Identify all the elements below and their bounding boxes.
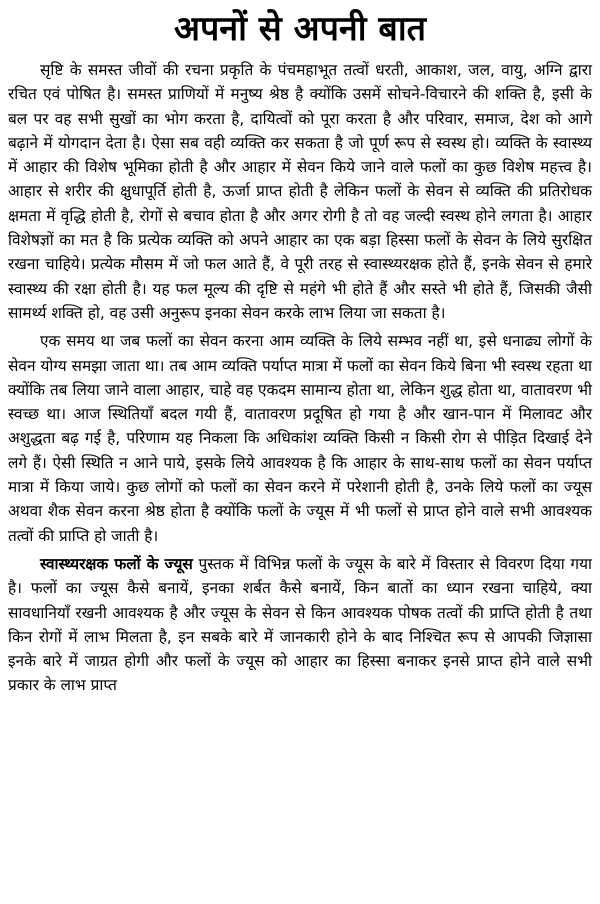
paragraph-3-text: पुस्तक में विभिन्न फलों के ज्यूस के बारे में विस्तार से विवरण दिया गया है। फलों का ज्यूस कैसे बनायें, इनका शर्बत कैसे बनायें, किन बातों का ध्यान रखना चाहिये, क्या सावधानियाँ रखनी आवश्यक है और ज्यूस के सेवन से किन आवश्यक पोषक तत्वों की प्राप्ति होती है तथा किन रोगों में लाभ मिलता है, इन सबके बारे में जानकारी होने के बाद निश्चित रूप से आपकी जिज्ञासा इनके बारे में जाग्रत होगी और फलों के ज्यूस को आहार का हिस्सा बनाकर इनसे प्राप्त होने वाले सभी प्रकार के लाभ प्राप्त xyxy=(8,554,592,695)
book-title-inline: स्वास्थ्यरक्षक फलों के ज्यूस xyxy=(40,554,193,573)
paragraph-2 xyxy=(8,329,592,548)
paragraph-1-text: सृष्टि के समस्त जीवों की रचना प्रकृति के पंचमहाभूत तत्वों धरती, आकाश, जल, वायु, अग्नि द्वारा रचित एवं पोषित है। समस्त प्राणियों में मनुष्य श्रेष्ठ है क्योंकि उसमें सोचने-विचारने की शक्ति है, इसी के बल पर वह सभी सुखों का भोग करता है, दायित्वों को पूरा करता है और परिवार, समाज, देश को आगे बढ़ाने में योगदान देता है। ऐसा सब वही व्यक्ति कर सकता है जो पूर्ण रूप से स्वस्थ हो। व्यक्ति के स्वास्थ्य में आहार की विशेष भूमिका होती है और आहार में सेवन किये जाने वाले फलों का कुछ विशेष महत्त्व है। आहार से शरीर की क्षुधापूर्ति होती है, ऊर्जा प्राप्त होती है लेकिन फलों के सेवन से व्यक्ति की प्रतिरोधक क्षमता में वृद्धि होती है, रोगों से बचाव होता है और अगर रोगी है तो वह जल्दी स्वस्थ होने लगता है। आहार विशेषज्ञों का मत है कि प्रत्येक व्यक्ति को अपने आहार का एक बड़ा हिस्सा फलों के सेवन के लिये सुरक्षित रखना चाहिये। प्रत्येक मौसम में जो फल आते हैं, वे पूरी तरह से स्वास्थ्यरक्षक होते हैं, इनके सेवन से हमारे स्वास्थ्य की रक्षा होती है। यह फल मूल्य की दृष्टि से महंगे भी होते हैं और सस्ते भी होते हैं, जिसकी जैसी सामर्थ्य शक्ति हो, वह उसी अनुरूप इनका सेवन करके लाभ लिया जा सकता है। xyxy=(8,61,592,322)
paragraph-2-text: एक समय था जब फलों का सेवन करना आम व्यक्ति के लिये सम्भव नहीं था, इसे धनाढ्य लोगों के सेवन योग्य समझा जाता था। तब आम व्यक्ति पर्याप्त मात्रा में फलों का सेवन किये बिना भी स्वस्थ रहता था क्योंकि तब लिया जाने वाला आहार, चाहे वह एकदम सामान्य होता था, लेकिन शुद्ध होता था, वातावरण भी स्वच्छ था। आज स्थितियाँ बदल गयी हैं, वातावरण प्रदूषित हो गया है और खान-पान में मिलावट और अशुद्धता बढ़ गई है, परिणाम यह निकला कि अधिकांश व्यक्ति किसी न किसी रोग से पीड़ित दिखाई देने लगे हैं। ऐसी स्थिति न आने पाये, इसके लिये आवश्यक है कि आहार के साथ-साथ फलों का सेवन पर्याप्त मात्रा में किया जाये। कुछ लोगों को फलों का सेवन करने में परेशानी होती है, उनके लिये फलों का ज्यूस अथवा शैक सेवन करना श्रेष्ठ होता है क्योंकि फलों के ज्यूस में भी फलों से प्राप्त होने वाले सभी आवश्यक तत्वों की प्राप्ति हो जाती है। xyxy=(8,332,592,545)
paragraph-3 xyxy=(8,552,592,698)
paragraph-1 xyxy=(8,58,592,325)
page-title: अपनों से अपनी बात xyxy=(173,9,427,49)
